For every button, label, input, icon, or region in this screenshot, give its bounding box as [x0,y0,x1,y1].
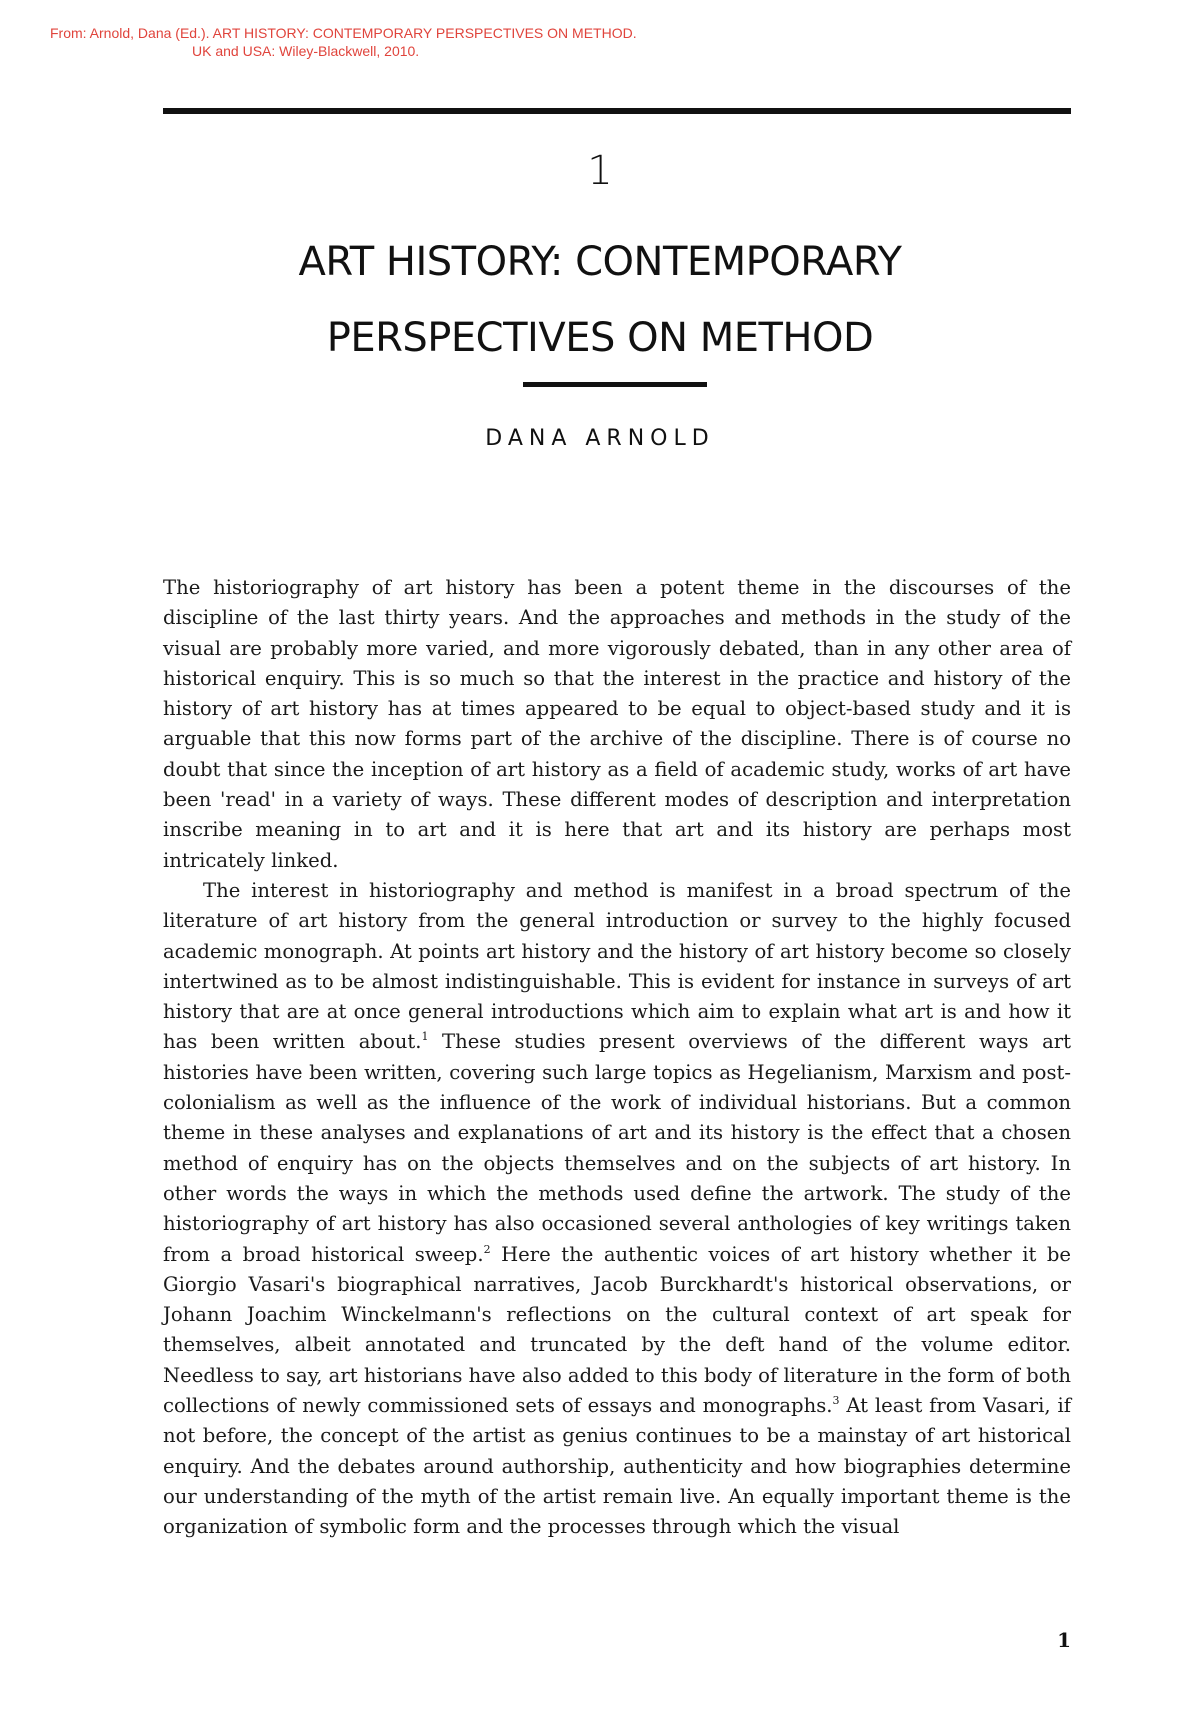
footnote-ref-2[interactable]: 2 [483,1242,491,1256]
source-citation-line-2: UK and USA: Wiley-Blackwell, 2010. [192,43,420,59]
paragraph-2-part-4: At least from Vasari, if not before, the concept of the artist as genius continues to be a mainstay of art historical enquiry. And the debates around authorship, authenticity and how biographies determine our understanding of the myth of the artist remain live. An equally important theme is the organization of symbolic form and the processes through which the visual [163,1394,1072,1539]
body-text [163,573,1071,1543]
paragraph-2-part-2: These studies present overviews of the different ways art histories have been written, covering such large topics as Hegelianism, Marxism and post-colonialism as well as the influence of the work of individual historians. But a common theme in these analyses and explanations of art and its history is the effect that a chosen method of enquiry has on the objects themselves and on the subjects of art history. In other words the ways in which the methods used define the artwork. The study of the historiography of art history has also occasioned several anthologies of key writings taken from a broad historical sweep. [163,1030,1071,1266]
page-number: 1 [1057,1628,1071,1652]
paragraph-2-part-3: Here the authentic voices of art history whether it be Giorgio Vasari's biographical narratives, Jacob Burckhardt's historical observations, or Johann Joachim Winckelmann's reflections on the cultural context of art speak for themselves, albeit annotated and truncated by the deft hand of the volume editor. Needless to say, art historians have also added to this body of literature in the form of both collections of newly commissioned sets of essays and monographs. [163,1242,1071,1418]
paragraph-2 [163,876,1071,1543]
source-citation-line-1: From: Arnold, Dana (Ed.). ART HISTORY: CONTEMPORARY PERSPECTIVES ON METHOD. [50,25,637,41]
footnote-ref-3[interactable]: 3 [832,1394,840,1408]
author-name: DANA ARNOLD [485,426,715,451]
chapter-title [0,224,1200,376]
source-citation-stamp [50,24,637,60]
chapter-number: 1 [587,148,613,194]
title-divider [523,382,707,387]
chapter-title-line-2: PERSPECTIVES ON METHOD [326,315,874,361]
footnote-ref-1[interactable]: 1 [421,1030,429,1044]
paragraph-1: The historiography of art history has been a potent theme in the discourses of the discipline of the last thirty years. And the approaches and methods in the study of the visual are probably more varied, and more vigorously debated, than in any other area of historical enquiry. This is so much so that the interest in the practice and history of the history of art history has at times appeared to be equal to object-based study and it is arguable that this now forms part of the archive of the discipline. There is of course no doubt that since the inception of art history as a field of academic study, works of art have been 'read' in a variety of ways. These different modes of description and interpretation inscribe meaning in to art and it is here that art and its history are perhaps most intricately linked. [163,576,1071,872]
chapter-title-line-1: ART HISTORY: CONTEMPORARY [298,239,902,285]
paragraph-2-part-1: The interest in historiography and method is manifest in a broad spectrum of the literature of art history from the general introduction or survey to the highly focused academic monograph. At points art history and the history of art history become so closely intertwined as to be almost indistinguishable. This is evident for instance in surveys of art history that are at once general introductions which aim to explain what art is and how it has been written about. [163,878,1071,1054]
top-rule [163,108,1071,114]
